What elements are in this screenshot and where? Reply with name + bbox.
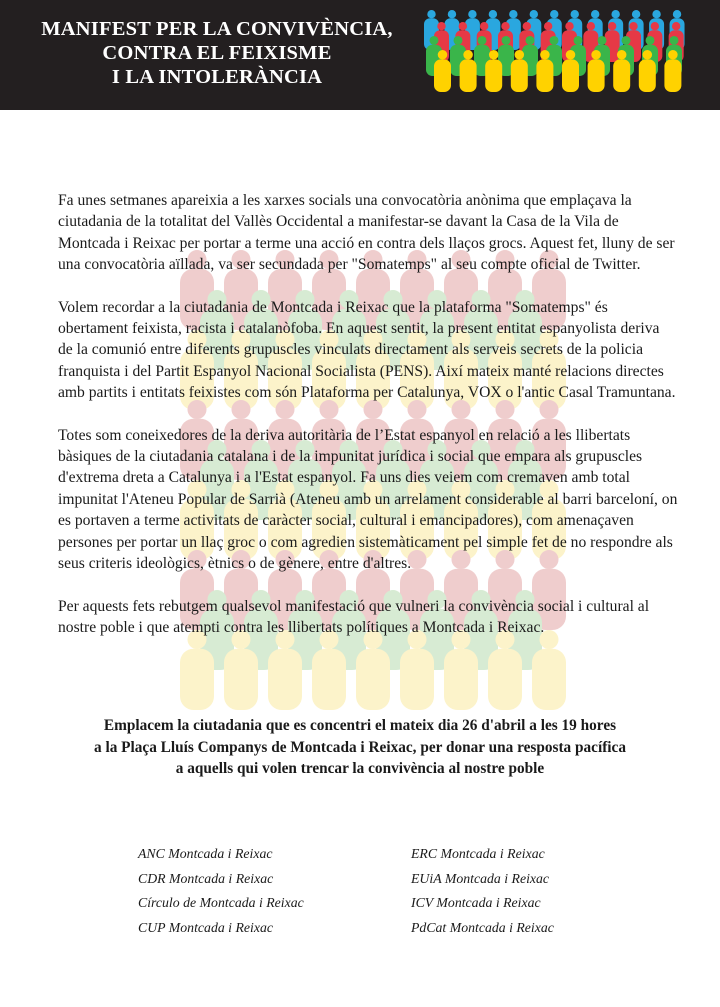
manifesto-title xyxy=(22,17,412,89)
body-paragraph: Totes som coneixedores de la deriva autoritària de l’Estat espanyol en relació a les llibertats bàsiques de la ciutadania catalana i de la impunitat jurídica i social que empara als grupuscles d'extrema dreta a Catalunya i a l'Estat espanyol. Fa uns dies veiem com cremaven amb total impunitat l'Ateneu Popular de Sarrià (Ateneu amb un arrelament considerable al barri barceloní, on es portaven a terme activitats de caràcter social, cultural i emancipadores), com amenaçaven persones per portar un llaç groc o com agredien sistemàticament pel simple fet de no respondre als seus criteris ideològics, ètnics o de gènere, entre d'altres. xyxy=(58,426,678,573)
signatory: Círculo de Montcada i Reixac xyxy=(138,895,304,910)
call-to-action xyxy=(0,715,720,780)
body-paragraph: Fa unes setmanes apareixia a les xarxes socials una convocatòria anònima que emplaçava la ciutadania de la totalitat del Vallès Occidental a manifestar-se davant la Casa de la Vila de Montcada i Reixac per portar a terme una acció en contra dels llaços grocs. Aquest fet, lluny de ser una convocatòria aïllada, va ser secundada per "Somatemps" al seu compte oficial de Twitter. xyxy=(58,192,675,274)
header-banner xyxy=(0,0,720,110)
signatories-left xyxy=(138,842,304,940)
title-line: CONTRA EL FEIXISME xyxy=(102,42,332,64)
signatory: CDR Montcada i Reixac xyxy=(138,870,274,886)
signatory: ANC Montcada i Reixac xyxy=(138,846,273,861)
body-paragraph: Per aquests fets rebutgem qualsevol manifestació que vulneri la convivència social i cultural al nostre poble i que atempti contra les llibertats polítiques a Montcada i Reixac. xyxy=(58,597,650,636)
signatory: CUP Montcada i Reixac xyxy=(138,919,273,935)
callout-line: Emplacem la ciutadania que es concentri el mateix dia 26 d'abril a les 19 hores xyxy=(103,717,617,734)
title-line: MANIFEST PER LA CONVIVÈNCIA, xyxy=(41,18,393,40)
body-paragraph: Volem recordar a la ciutadania de Montcada i Reixac que la plataforma "Somatemps" és obertament feixista, racista i catalanòfoba. En aquest sentit, la present entitat espanyolista deriva de la comunió entre diferents grupuscles vinculats directament als serveis secrets de la policia franquista i del Partit Espanyol Nacional Socialista (PENS). Així mateix manté relacions directes amb partits i entitats feixistes com són Plataforma per Catalunya, VOX o l'antic Casal Tramuntana. xyxy=(58,298,676,402)
signatories-right xyxy=(411,842,554,940)
title-line: I LA INTOLERÀNCIA xyxy=(111,66,323,88)
manifesto-body xyxy=(58,190,678,659)
signatory: ERC Montcada i Reixac xyxy=(411,846,545,861)
crowd-of-people-icon xyxy=(420,8,712,94)
signatory: ICV Montcada i Reixac xyxy=(411,895,541,910)
signatory: EUiA Montcada i Reixac xyxy=(411,870,550,886)
callout-line: a aquells qui volen trencar la convivència al nostre poble xyxy=(175,760,545,777)
signatory: PdCat Montcada i Reixac xyxy=(411,919,554,935)
callout-line: a la Plaça Lluís Companys de Montcada i Reixac, per donar una resposta pacífica xyxy=(93,738,626,756)
